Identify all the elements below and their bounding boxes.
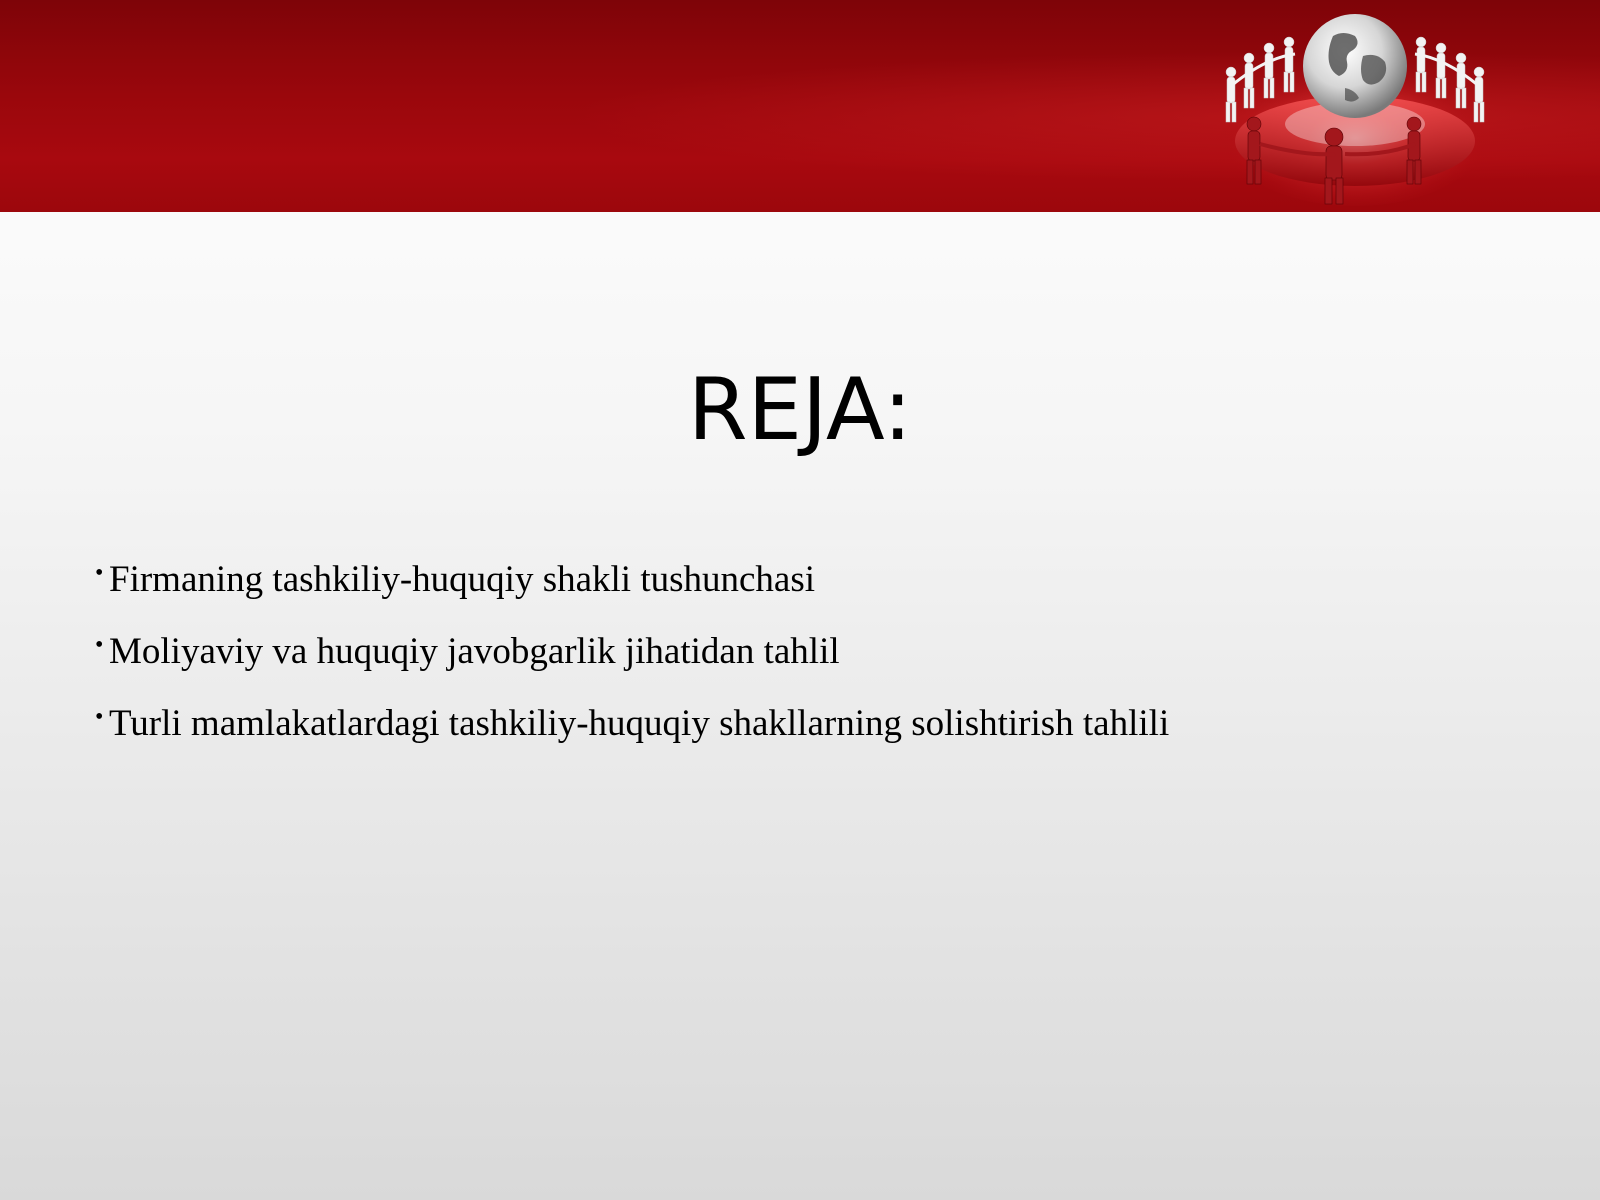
bullet-marker: •	[95, 704, 104, 730]
slide-title: REJA:	[687, 360, 913, 460]
list-item	[95, 555, 1515, 627]
bullet-text: Moliyaviy va huquqiy javobgarlik jihatidan tahlil	[109, 631, 840, 672]
bullet-marker: •	[95, 632, 104, 658]
bullet-text: Turli mamlakatlardagi tashkiliy-huquqiy shakllarning solishtirish tahlili	[109, 703, 1170, 744]
globe-with-people-circle-icon	[1205, 6, 1505, 212]
bullet-marker: •	[95, 560, 104, 586]
list-item	[95, 699, 1515, 771]
bullet-list	[95, 555, 1515, 771]
list-item	[95, 627, 1515, 699]
bullet-text: Firmaning tashkiliy-huquqiy shakli tushunchasi	[109, 559, 816, 600]
